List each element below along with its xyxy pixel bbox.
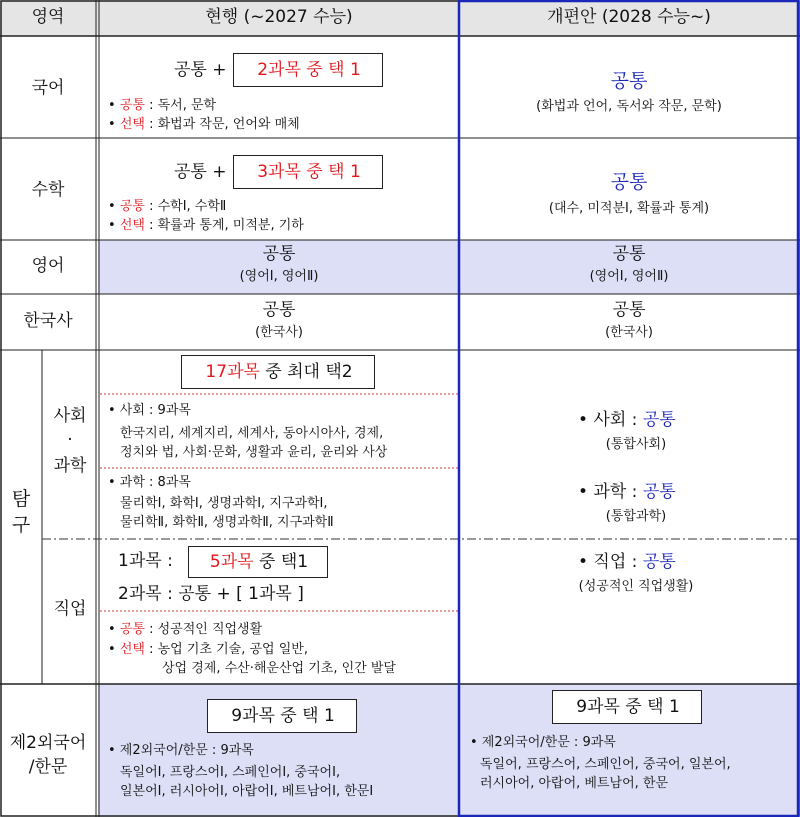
inquiry-science-line2: 물리학Ⅰ, 화학Ⅰ, 생명과학Ⅰ, 지구과학Ⅰ, [120, 496, 328, 511]
voc-choice-red: 5과목 [209, 552, 254, 572]
inquiry-choice-red: 17과목 [205, 362, 260, 382]
foreign-current-line1: • 제2외국어/한문 : 9과목 [108, 743, 254, 758]
foreign-reform-choice: 9과목 중 택 1 [576, 697, 680, 717]
inquiry-choice-box [181, 355, 375, 389]
korean-select-text: : 화법과 작문, 언어와 매체 [144, 117, 300, 132]
voc-select-line: • 선택 : 농업 기초 기술, 공업 일반, [108, 642, 308, 657]
foreign-area-line2: /한문 [28, 757, 68, 777]
inquiry-sub-social: 사회 [53, 406, 87, 426]
header-reform: 개편안 (2028 수능~) [547, 7, 711, 27]
inquiry-sub-dot: · [67, 430, 73, 450]
reform-science-line [578, 484, 676, 501]
reform-social-label: • 사회 : [578, 410, 643, 430]
math-current-choice: 3과목 중 택 1 [257, 162, 361, 182]
history-current-sub: (한국사) [255, 325, 303, 340]
reform-voc-sub: (성공적인 직업생활) [578, 579, 694, 594]
english-current-title: 공통 [262, 244, 296, 264]
inquiry-science-line3: 물리학Ⅱ, 화학Ⅱ, 생명과학Ⅱ, 지구과학Ⅱ [120, 515, 334, 530]
english-row-shade [98, 240, 800, 294]
voc-two-line: 2과목 : 공통 + [ 1과목 ] [118, 584, 304, 604]
reform-social-line [578, 412, 676, 429]
foreign-current-line3: 일본어Ⅰ, 러시아어Ⅰ, 아랍어Ⅰ, 베트남어Ⅰ, 한문Ⅰ [120, 784, 374, 799]
reform-voc-value: 공통 [642, 552, 676, 572]
korean-current-select-line: • 선택 : 화법과 작문, 언어와 매체 [108, 117, 300, 132]
foreign-reform-line2: 독일어, 프랑스어, 스페인어, 중국어, 일본어, [480, 757, 731, 772]
math-area-label: 수학 [31, 180, 65, 200]
foreign-area-line1: 제2외국어 [9, 733, 87, 753]
history-reform-title: 공통 [612, 300, 646, 320]
math-choice-box [233, 155, 383, 189]
voc-select-text: : 농업 기초 기술, 공업 일반, [144, 642, 308, 657]
english-reform-title: 공통 [612, 244, 646, 264]
korean-current-common: 공통 + [174, 60, 227, 80]
header-area: 영역 [31, 7, 65, 27]
math-select-label: 선택 [119, 218, 145, 233]
voc-choice-text [210, 554, 308, 571]
math-current-common-line: • 공통 : 수학Ⅰ, 수학Ⅱ [108, 199, 227, 214]
math-reform-title: 공통 [610, 171, 648, 193]
inquiry-choice-text [205, 364, 352, 381]
korean-current-choice: 2과목 중 택 1 [257, 60, 361, 80]
korean-area-label: 국어 [31, 78, 65, 98]
inquiry-area-top: 탐 [11, 488, 31, 510]
voc-choice-box [188, 546, 328, 578]
math-select-text: : 확률과 통계, 미적분, 기하 [144, 218, 304, 233]
voc-select-label: 선택 [119, 642, 145, 657]
reform-social-value: 공통 [642, 410, 676, 430]
reform-science-sub: (통합과학) [605, 509, 667, 524]
reform-science-label: • 과학 : [578, 482, 643, 502]
english-reform-sub: (영어Ⅰ, 영어Ⅱ) [589, 269, 669, 284]
korean-common-label: 공통 [119, 98, 145, 113]
header-current: 현행 (~2027 수능) [205, 7, 353, 27]
voc-common-text: : 성공적인 직업생활 [144, 622, 263, 637]
math-common-text: : 수학Ⅰ, 수학Ⅱ [144, 199, 227, 214]
foreign-current-choice-box [207, 699, 357, 733]
korean-choice-box [233, 53, 383, 87]
korean-common-text: : 독서, 문학 [144, 98, 217, 113]
inquiry-social-line1: • 사회 : 9과목 [108, 403, 191, 418]
inquiry-sub-science: 과학 [53, 456, 87, 476]
inquiry-choice-rest: 중 최대 택2 [259, 362, 353, 382]
history-area-label: 한국사 [23, 311, 73, 331]
voc-choice-rest: 중 택1 [253, 552, 309, 572]
inquiry-area-bottom: 구 [11, 514, 31, 536]
voc-select-line2: 상업 경제, 수산·해운산업 기초, 인간 발달 [162, 661, 396, 676]
voc-common-line: • 공통 : 성공적인 직업생활 [108, 622, 263, 637]
voc-common-label: 공통 [119, 622, 145, 637]
foreign-reform-choice-box [552, 690, 702, 724]
korean-current-common-line: • 공통 : 독서, 문학 [108, 98, 217, 113]
foreign-reform-line1: • 제2외국어/한문 : 9과목 [470, 735, 616, 750]
voc-one-label: 1과목 : [118, 551, 173, 571]
english-area-label: 영어 [31, 256, 65, 276]
reform-voc-label: • 직업 : [578, 552, 643, 572]
math-reform-sub: (대수, 미적분Ⅰ, 확률과 통계) [548, 201, 710, 216]
inquiry-sub-vocational: 직업 [53, 599, 87, 619]
reform-voc-line [578, 554, 676, 571]
history-reform-sub: (한국사) [605, 325, 653, 340]
english-current-sub: (영어Ⅰ, 영어Ⅱ) [239, 269, 319, 284]
korean-reform-sub: (화법과 언어, 독서와 작문, 문학) [536, 99, 722, 114]
reform-social-sub: (통합사회) [605, 437, 667, 452]
history-current-title: 공통 [262, 300, 296, 320]
inquiry-social-line3: 정치와 법, 사회·문화, 생활과 윤리, 윤리와 사상 [120, 445, 388, 460]
math-common-label: 공통 [119, 199, 145, 214]
foreign-current-line2: 독일어Ⅰ, 프랑스어Ⅰ, 스페인어Ⅰ, 중국어Ⅰ, [120, 765, 341, 780]
math-current-select-line: • 선택 : 확률과 통계, 미적분, 기하 [108, 218, 304, 233]
inquiry-social-line2: 한국지리, 세계지리, 세계사, 동아시아사, 경제, [120, 426, 384, 441]
reform-science-value: 공통 [642, 482, 676, 502]
korean-reform-title: 공통 [610, 70, 648, 92]
inquiry-science-line1: • 과학 : 8과목 [108, 475, 191, 490]
foreign-reform-line3: 러시아어, 아랍어, 베트남어, 한문 [480, 776, 669, 791]
korean-select-label: 선택 [119, 117, 145, 132]
math-current-common: 공통 + [174, 162, 227, 182]
foreign-current-choice: 9과목 중 택 1 [231, 706, 335, 726]
